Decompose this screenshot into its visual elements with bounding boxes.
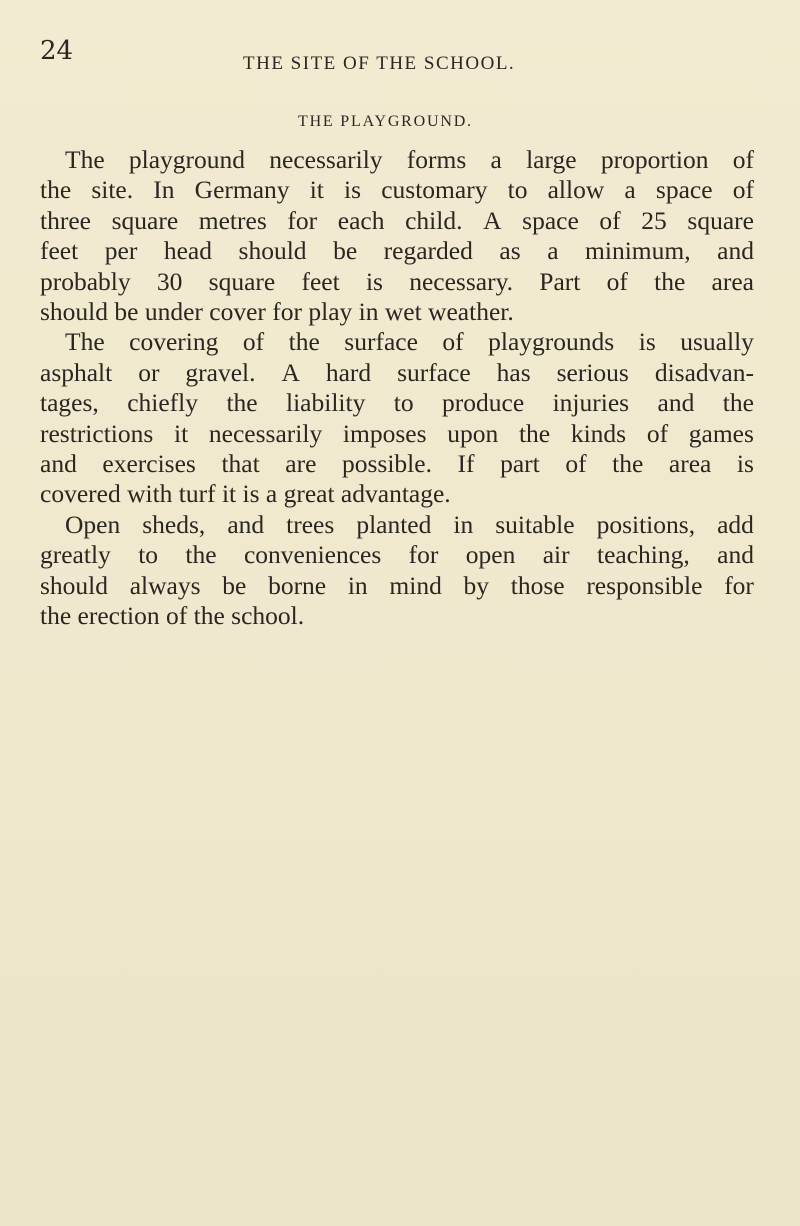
- running-head: THE SITE OF THE SCHOOL.: [243, 53, 516, 74]
- text-line: greatly to the conveniences for open air teaching, and: [40, 540, 754, 570]
- paragraph-1: [40, 145, 754, 327]
- text-line: tages, chiefly the liability to produce injuries and the: [40, 388, 754, 418]
- text-line: covered with turf it is a great advantage.: [40, 479, 451, 509]
- text-line: and exercises that are possible. If part of the area is: [40, 449, 754, 479]
- page-number: 24: [40, 36, 74, 66]
- text-line: probably 30 square feet is necessary. Part of the area: [40, 266, 754, 296]
- text-line: the erection of the school.: [40, 601, 305, 631]
- paragraph-2: [40, 327, 754, 509]
- text-line: restrictions it necessarily imposes upon the kinds of games: [40, 418, 754, 448]
- text-line: should always be borne in mind by those responsible for: [40, 570, 754, 600]
- text-line: feet per head should be regarded as a minimum, and: [40, 236, 754, 266]
- text-line: should be under cover for play in wet weather.: [40, 297, 514, 327]
- text-line: The covering of the surface of playgrounds is usually: [65, 327, 754, 357]
- text-line: The playground necessarily forms a large proportion of: [65, 145, 754, 174]
- section-heading: THE PLAYGROUND.: [298, 113, 473, 130]
- text-line: the site. In Germany it is customary to allow a space of: [40, 175, 754, 205]
- text-line: Open sheds, and trees planted in suitable positions, add: [65, 509, 754, 539]
- paragraph-3: [40, 510, 754, 632]
- body-text: [40, 145, 754, 632]
- text-line: asphalt or gravel. A hard surface has serious disadvan-: [40, 357, 754, 387]
- text-line: three square metres for each child. A space of 25 square: [40, 205, 754, 235]
